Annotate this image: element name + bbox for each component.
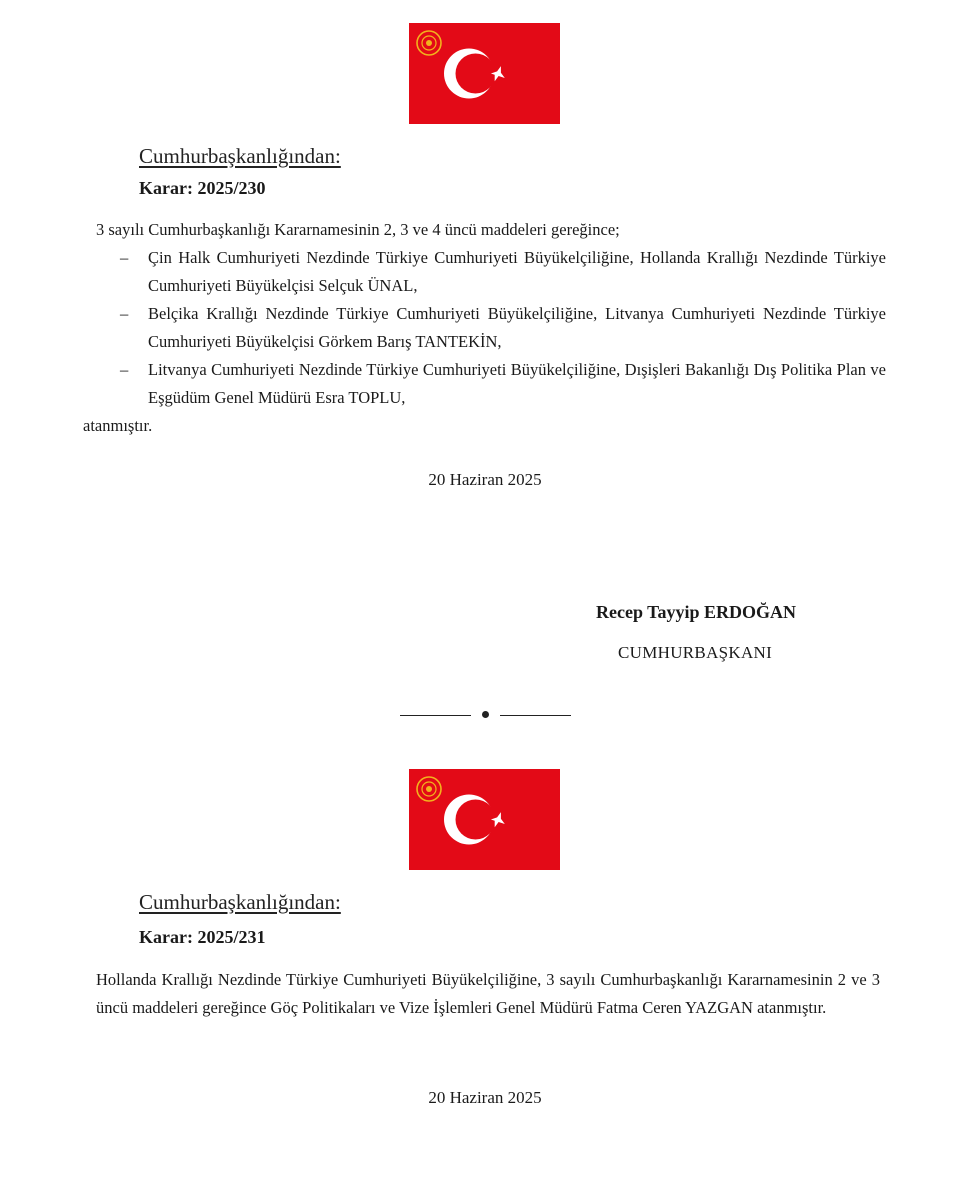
separator-line — [400, 715, 471, 716]
flag-icon — [409, 769, 560, 870]
list-item-text: Çin Halk Cumhuriyeti Nezdinde Türkiye Cumhuriyeti Büyükelçiliğine, Hollanda Krallığı Nezdinde Türkiye Cumhuriyeti Büyükelçisi Selçuk ÜNAL, — [148, 248, 886, 295]
turkish-flag-emblem — [409, 769, 560, 870]
list-dash: – — [120, 304, 129, 323]
list-item — [96, 244, 886, 300]
separator-line — [500, 715, 571, 716]
decree-body: Hollanda Krallığı Nezdinde Türkiye Cumhuriyeti Büyükelçiliğine, 3 sayılı Cumhurbaşkanlığı Kararnamesinin 2 ve 3 üncü maddeleri gereğince Göç Politikaları ve Vize İşlemleri Genel Müdürü Fatma Ceren YAZGAN atanmıştır. — [96, 970, 880, 1017]
flag-icon — [409, 23, 560, 124]
signatory-name: Recep Tayyip ERDOĞAN — [596, 602, 797, 622]
separator-dot — [482, 711, 489, 718]
section-separator — [400, 705, 572, 725]
list-dash: – — [120, 360, 129, 379]
list-item — [96, 300, 886, 356]
decree-date: 20 Haziran 2025 — [428, 1088, 542, 1107]
decree-heading: Cumhurbaşkanlığından: — [139, 144, 341, 168]
signatory-title: CUMHURBAŞKANI — [618, 643, 773, 662]
list-dash: – — [120, 248, 129, 267]
decree-intro: 3 sayılı Cumhurbaşkanlığı Kararnamesinin 2, 3 ve 4 üncü maddeleri gereğince; — [96, 220, 620, 239]
decree-closing: atanmıştır. — [83, 416, 153, 435]
decree-date: 20 Haziran 2025 — [428, 470, 542, 489]
decree-number: Karar: 2025/231 — [139, 927, 266, 947]
list-item — [96, 356, 886, 412]
list-item-text: Belçika Krallığı Nezdinde Türkiye Cumhuriyeti Büyükelçiliğine, Litvanya Cumhuriyeti Nezdinde Türkiye Cumhuriyeti Büyükelçisi Görkem Barış TANTEKİN, — [148, 304, 886, 351]
turkish-flag-emblem — [409, 23, 560, 124]
list-item-text: Litvanya Cumhuriyeti Nezdinde Türkiye Cumhuriyeti Büyükelçiliğine, Dışişleri Bakanlığı Dış Politika Plan ve Eşgüdüm Genel Müdürü Esra TOPLU, — [148, 360, 886, 407]
decree-number: Karar: 2025/230 — [139, 178, 266, 198]
decree-heading: Cumhurbaşkanlığından: — [139, 890, 341, 914]
